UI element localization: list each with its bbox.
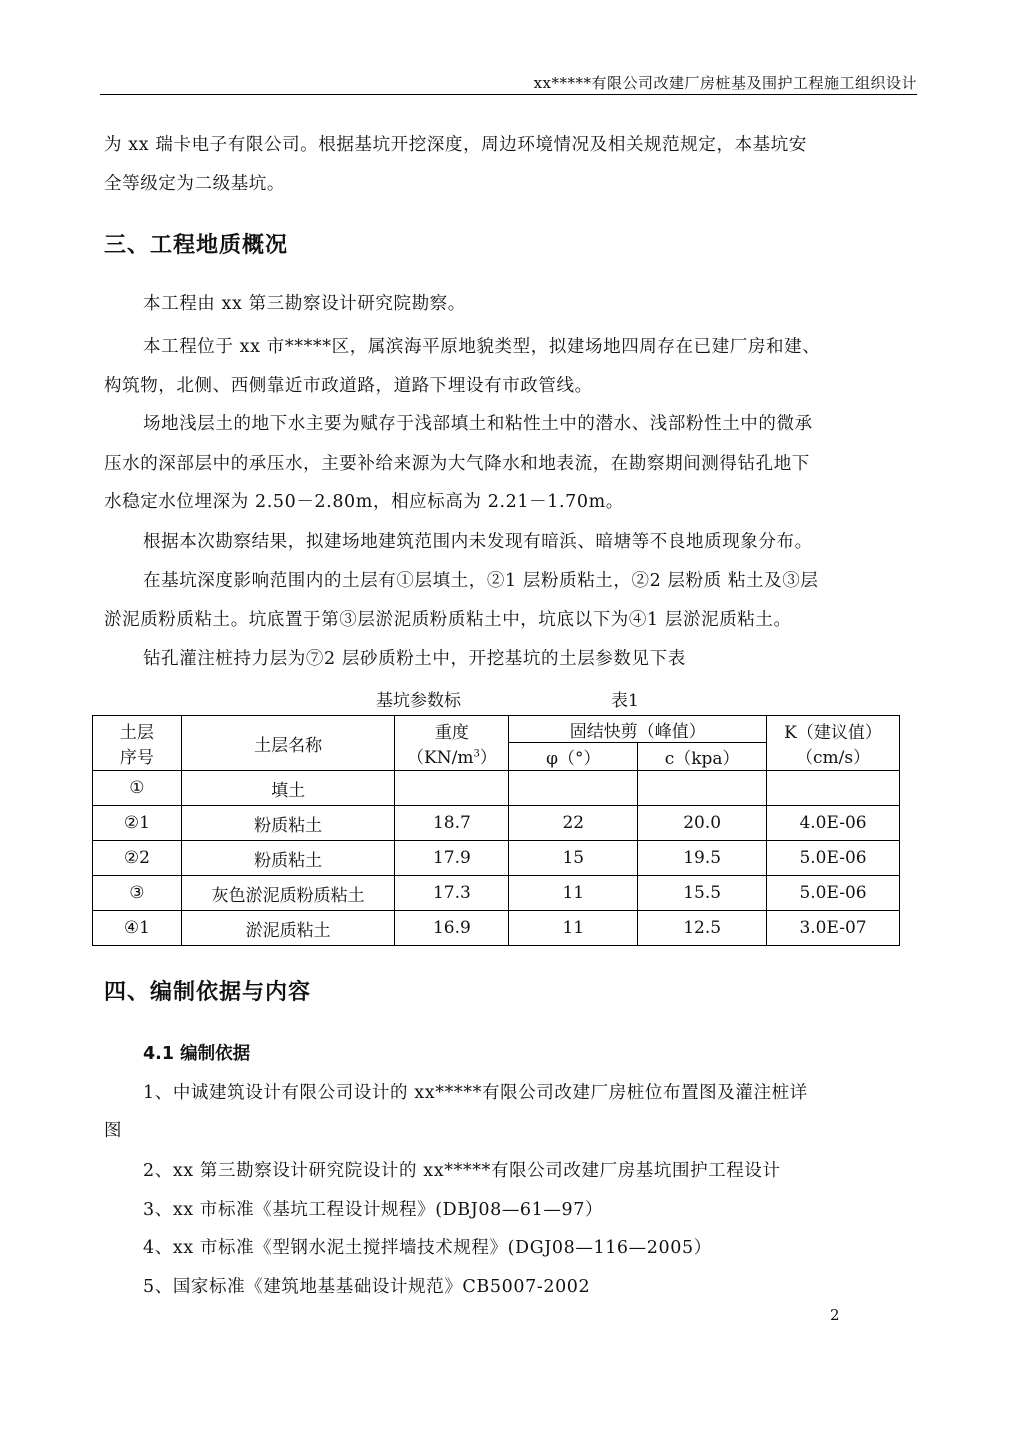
header-permeability-line-1: K（建议值） xyxy=(784,723,882,743)
table-row xyxy=(93,911,900,946)
header-unit-weight-line-1: 重度 xyxy=(434,723,469,743)
cell-layer-name: 粉质粘土 xyxy=(181,841,395,876)
cell-permeability: 3.0E-07 xyxy=(767,911,900,946)
cell-phi: 11 xyxy=(509,911,638,946)
cell-permeability: 5.0E-06 xyxy=(767,841,900,876)
cell-unit-weight: 17.3 xyxy=(395,876,509,911)
cell-phi xyxy=(509,771,638,806)
section-3-paragraph-3-line-3: 水稳定水位埋深为 2.50－2.80m，相应标高为 2.21－1.70m。 xyxy=(104,492,624,512)
cell-layer-name: 淤泥质粘土 xyxy=(181,911,395,946)
table-caption-number: 表1 xyxy=(611,691,639,711)
basis-item-1-line-2: 图 xyxy=(104,1121,123,1141)
section-4-heading: 四、编制依据与内容 xyxy=(104,980,312,1005)
cell-cohesion: 20.0 xyxy=(638,806,767,841)
cell-permeability xyxy=(767,771,900,806)
header-layer-name: 土层名称 xyxy=(181,716,395,771)
section-3-paragraph-4: 根据本次勘察结果，拟建场地建筑范围内未发现有暗浜、暗塘等不良地质现象分布。 xyxy=(143,532,813,552)
page-header: xx*****有限公司改建厂房桩基及围护工程施工组织设计 xyxy=(100,72,917,95)
cell-layer-no: ③ xyxy=(93,876,182,911)
page-number: 2 xyxy=(830,1306,840,1324)
cell-layer-no: ④1 xyxy=(93,911,182,946)
section-3-heading: 三、工程地质概况 xyxy=(104,233,289,258)
header-unit-weight-close: ） xyxy=(479,748,497,768)
cell-layer-name: 填土 xyxy=(181,771,395,806)
cell-cohesion: 12.5 xyxy=(638,911,767,946)
cell-layer-no: ②1 xyxy=(93,806,182,841)
cell-layer-name: 粉质粘土 xyxy=(181,806,395,841)
header-layer-no-line-1: 土层 xyxy=(119,723,154,743)
intro-line-2: 全等级定为二级基坑。 xyxy=(104,174,285,194)
basis-item-5: 5、国家标准《建筑地基基础设计规范》CB5007-2002 xyxy=(143,1277,591,1297)
header-permeability-line-2: （cm/s） xyxy=(795,748,871,768)
section-3-paragraph-3-line-2: 压水的深部层中的承压水，主要补给来源为大气降水和地表流，在勘察期间测得钻孔地下 xyxy=(104,454,810,474)
header-cohesion: c（kpa） xyxy=(638,743,767,771)
basis-item-4: 4、xx 市标准《型钢水泥土搅拌墙技术规程》(DGJ08—116—2005） xyxy=(143,1238,712,1258)
cell-layer-name: 灰色淤泥质粉质粘土 xyxy=(181,876,395,911)
cell-cohesion: 19.5 xyxy=(638,841,767,876)
basis-item-3: 3、xx 市标准《基坑工程设计规程》(DBJ08—61—97） xyxy=(143,1200,604,1220)
header-phi: φ（°） xyxy=(509,743,638,771)
section-3-paragraph-2-line-1: 本工程位于 xx 市*****区，属滨海平原地貌类型，拟建场地四周存在已建厂房和建、 xyxy=(143,337,821,357)
cell-layer-no: ②2 xyxy=(93,841,182,876)
cell-phi: 11 xyxy=(509,876,638,911)
cell-cohesion: 15.5 xyxy=(638,876,767,911)
intro-line-1: 为 xx 瑞卡电子有限公司。根据基坑开挖深度，周边环境情况及相关规范规定，本基坑安 xyxy=(104,135,807,155)
header-consolidated-shear: 固结快剪（峰值） xyxy=(509,716,767,743)
section-3-paragraph-2-line-2: 构筑物，北侧、西侧靠近市政道路，道路下埋设有市政管线。 xyxy=(104,376,593,396)
header-unit-weight-superscript: 3 xyxy=(473,748,480,760)
cell-phi: 15 xyxy=(509,841,638,876)
cell-cohesion xyxy=(638,771,767,806)
table-row xyxy=(93,841,900,876)
soil-parameter-table xyxy=(92,715,900,946)
header-layer-no-line-2: 序号 xyxy=(119,748,154,768)
header-unit-weight-line-2: （KN/m xyxy=(407,748,474,768)
header-unit-weight xyxy=(395,716,509,771)
cell-layer-no: ① xyxy=(93,771,182,806)
section-3-paragraph-5-line-2: 淤泥质粉质粘土。坑底置于第③层淤泥质粉质粘土中，坑底以下为④1 层淤泥质粘土。 xyxy=(104,610,792,630)
section-4-1-heading: 4.1 编制依据 xyxy=(143,1044,251,1064)
section-3-paragraph-1: 本工程由 xx 第三勘察设计研究院勘察。 xyxy=(143,294,466,314)
header-permeability xyxy=(767,716,900,771)
cell-permeability: 4.0E-06 xyxy=(767,806,900,841)
header-layer-no xyxy=(93,716,182,771)
table-row xyxy=(93,806,900,841)
cell-unit-weight: 17.9 xyxy=(395,841,509,876)
table-row xyxy=(93,876,900,911)
cell-permeability: 5.0E-06 xyxy=(767,876,900,911)
cell-unit-weight xyxy=(395,771,509,806)
table-row xyxy=(93,771,900,806)
cell-unit-weight: 16.9 xyxy=(395,911,509,946)
section-3-paragraph-6: 钻孔灌注桩持力层为⑦2 层砂质粉土中，开挖基坑的土层参数见下表 xyxy=(143,649,686,669)
basis-item-1-line-1: 1、中诚建筑设计有限公司设计的 xx*****有限公司改建厂房桩位布置图及灌注桩详 xyxy=(143,1083,808,1103)
cell-unit-weight: 18.7 xyxy=(395,806,509,841)
section-3-paragraph-5-line-1: 在基坑深度影响范围内的土层有①层填土，②1 层粉质粘土，②2 层粉质 粘土及③层 xyxy=(143,571,819,591)
section-3-paragraph-3-line-1: 场地浅层土的地下水主要为赋存于浅部填土和粘性土中的潜水、浅部粉性土中的微承 xyxy=(143,414,813,434)
basis-item-2: 2、xx 第三勘察设计研究院设计的 xx*****有限公司改建厂房基坑围护工程设计 xyxy=(143,1161,781,1181)
table-caption-title: 基坑参数标 xyxy=(376,691,461,711)
cell-phi: 22 xyxy=(509,806,638,841)
